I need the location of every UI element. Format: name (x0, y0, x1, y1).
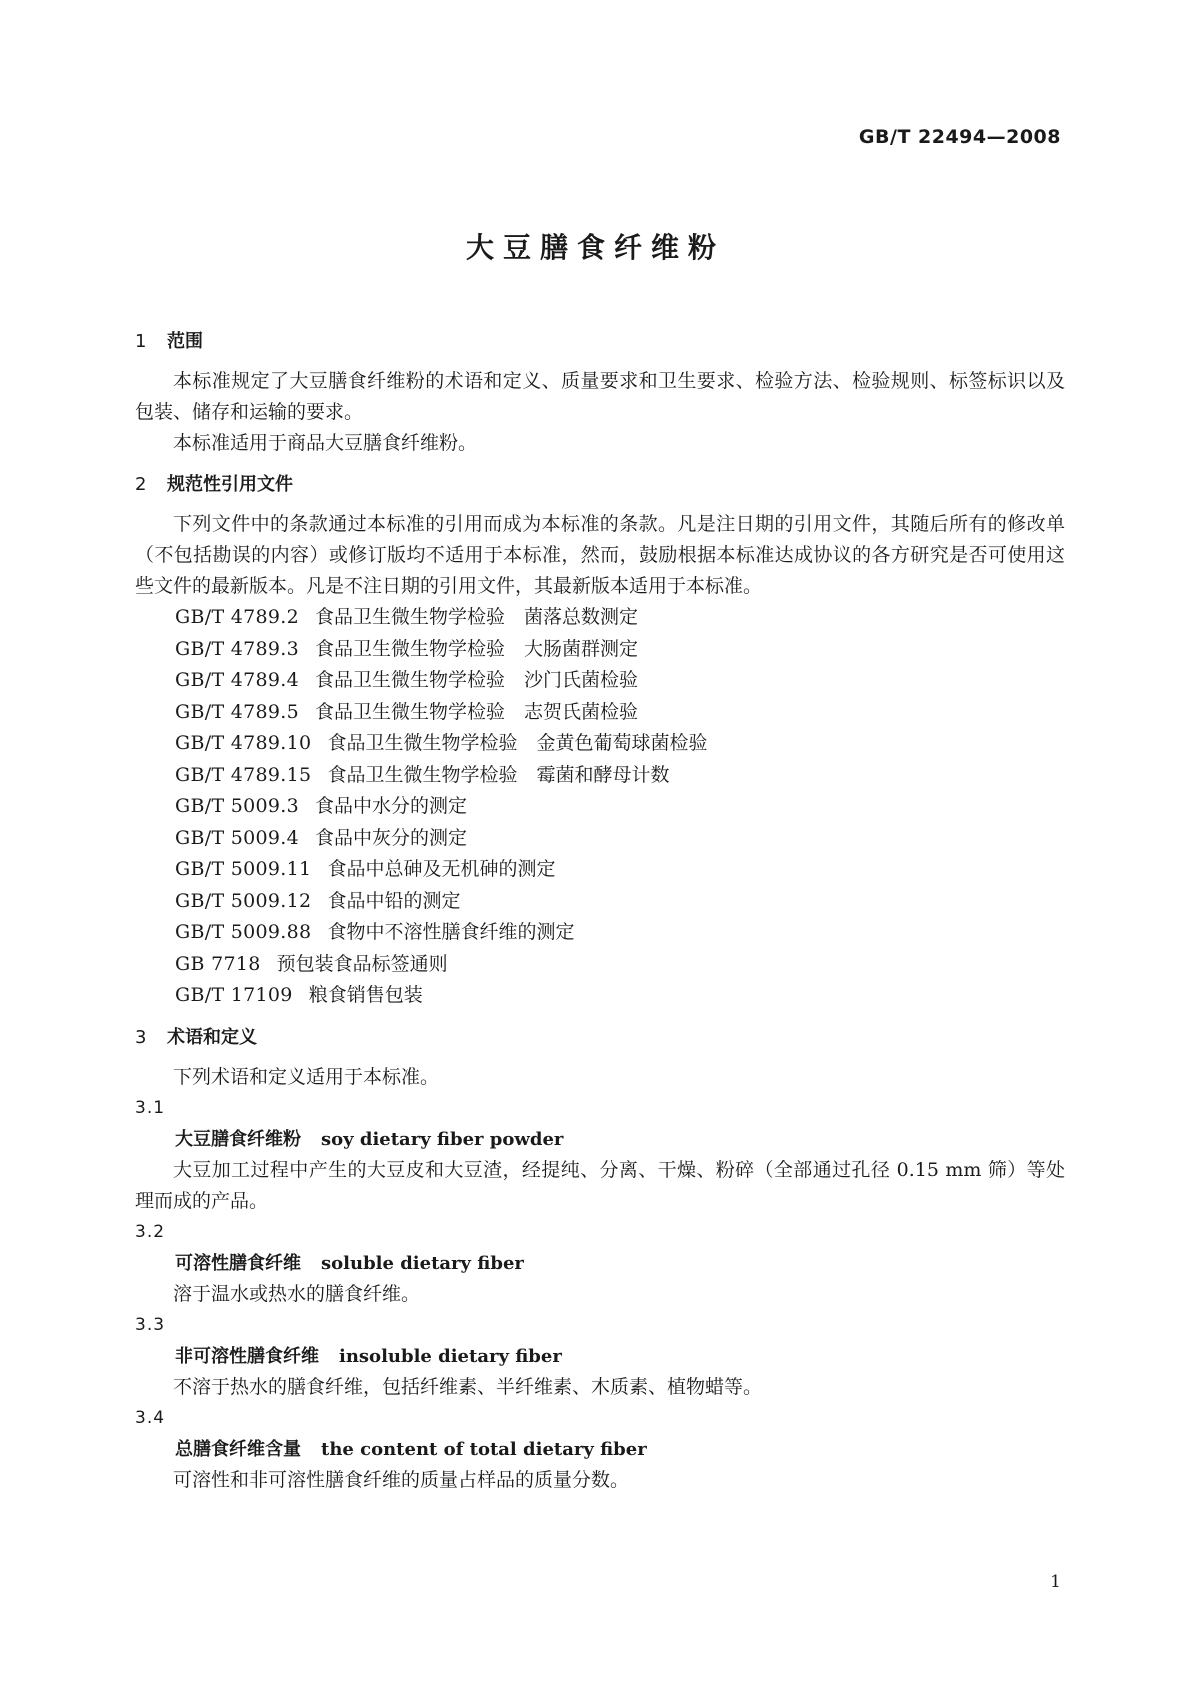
term-name-en: the content of total dietary fiber (321, 1438, 647, 1460)
reference-code: GB/T 5009.4 (175, 826, 300, 849)
term-definition: 不溶于热水的膳食纤维，包括纤维素、半纤维素、木质素、植物蜡等。 (173, 1375, 763, 1398)
reference-item (135, 634, 1065, 666)
reference-title: 食品卫生微生物学检验 大肠菌群测定 (315, 637, 639, 660)
term-definition: 可溶性和非可溶性膳食纤维的质量占样品的质量分数。 (173, 1468, 630, 1491)
reference-title: 食品卫生微生物学检验 沙门氏菌检验 (315, 669, 639, 691)
section-2-heading (135, 469, 1065, 501)
document-body (135, 326, 1065, 1496)
term-name (135, 1124, 1065, 1155)
reference-title: 食物中不溶性膳食纤维的测定 (327, 921, 575, 943)
reference-code: GB/T 4789.15 (175, 763, 312, 786)
term-name (135, 1434, 1065, 1465)
section-1-heading (135, 326, 1065, 358)
reference-title: 食品中水分的测定 (315, 795, 468, 817)
reference-code: GB/T 17109 (175, 984, 293, 1006)
section-1-paragraph: 本标准适用于商品大豆膳食纤维粉。 (173, 432, 478, 454)
reference-item (135, 697, 1065, 729)
section-title: 规范性引用文件 (167, 474, 293, 495)
reference-title: 食品中铅的测定 (327, 889, 461, 912)
term-name-en: soy dietary fiber powder (321, 1128, 564, 1150)
section-number: 1 (135, 331, 147, 352)
reference-code: GB/T 4789.10 (175, 732, 312, 754)
reference-code: GB/T 5009.12 (175, 889, 312, 912)
section-2-intro: 下列文件中的条款通过本标准的引用而成为本标准的条款。凡是注日期的引用文件，其随后所有的修改单（不包括勘误的内容）或修订版均不适用于本标准，然而，鼓励根据本标准达成协议的各方研究是否可使用这些文件的最新版本。凡是不注日期的引用文件，其最新版本适用于本标准。 (135, 513, 1065, 597)
term-number: 3.3 (135, 1314, 166, 1335)
reference-item (135, 665, 1065, 697)
term-name-zh: 总膳食纤维含量 (175, 1438, 301, 1460)
reference-code: GB/T 4789.4 (175, 669, 300, 691)
reference-item (135, 854, 1065, 886)
section-1-paragraph: 本标准规定了大豆膳食纤维粉的术语和定义、质量要求和卫生要求、检验方法、检验规则、标签标识以及包装、储存和运输的要求。 (135, 370, 1065, 423)
section-number: 2 (135, 474, 147, 495)
reference-item (135, 823, 1065, 855)
term-number: 3.1 (135, 1097, 166, 1118)
reference-code: GB/T 5009.11 (175, 858, 312, 880)
page-number: 1 (1050, 1572, 1061, 1592)
reference-list (135, 602, 1065, 1012)
reference-title: 食品中总砷及无机砷的测定 (327, 858, 556, 880)
section-3-intro: 下列术语和定义适用于本标准。 (173, 1065, 440, 1088)
reference-title: 食品卫生微生物学检验 志贺氏菌检验 (315, 700, 639, 723)
reference-item (135, 949, 1065, 981)
term-name-zh: 非可溶性膳食纤维 (175, 1345, 319, 1367)
term-name-zh: 可溶性膳食纤维 (175, 1252, 301, 1274)
reference-item (135, 980, 1065, 1012)
reference-item (135, 791, 1065, 823)
standard-code: GB/T 22494—2008 (858, 126, 1061, 148)
term-number: 3.4 (135, 1407, 166, 1428)
reference-title: 食品卫生微生物学检验 菌落总数测定 (315, 606, 639, 628)
term-name (135, 1248, 1065, 1279)
reference-code: GB 7718 (175, 952, 261, 975)
term-definition: 大豆加工过程中产生的大豆皮和大豆渣，经提纯、分离、干燥、粉碎（全部通过孔径 0.15 mm 筛）等处理而成的产品。 (135, 1158, 1065, 1212)
term-name (135, 1341, 1065, 1372)
reference-item (135, 886, 1065, 918)
section-3-heading (135, 1022, 1065, 1054)
term-name-zh: 大豆膳食纤维粉 (175, 1128, 301, 1150)
term-name-en: insoluble dietary fiber (339, 1345, 562, 1367)
reference-code: GB/T 4789.2 (175, 606, 300, 628)
term-name-en: soluble dietary fiber (321, 1252, 524, 1274)
reference-code: GB/T 5009.88 (175, 921, 312, 943)
reference-item (135, 760, 1065, 792)
reference-title: 食品卫生微生物学检验 金黄色葡萄球菌检验 (327, 732, 708, 754)
reference-item (135, 728, 1065, 760)
reference-title: 食品卫生微生物学检验 霉菌和酵母计数 (327, 763, 670, 786)
reference-code: GB/T 5009.3 (175, 795, 300, 817)
reference-code: GB/T 4789.5 (175, 700, 300, 723)
reference-item (135, 602, 1065, 634)
reference-item (135, 917, 1065, 949)
document-title: 大豆膳食纤维粉 (465, 231, 725, 264)
reference-title: 粮食销售包装 (308, 984, 423, 1006)
reference-title: 食品中灰分的测定 (315, 826, 468, 849)
term-number: 3.2 (135, 1221, 166, 1242)
section-title: 范围 (167, 331, 203, 352)
section-title: 术语和定义 (167, 1026, 257, 1048)
reference-title: 预包装食品标签通则 (276, 952, 448, 975)
reference-code: GB/T 4789.3 (175, 637, 300, 660)
section-number: 3 (135, 1026, 147, 1048)
term-definition: 溶于温水或热水的膳食纤维。 (173, 1282, 421, 1305)
